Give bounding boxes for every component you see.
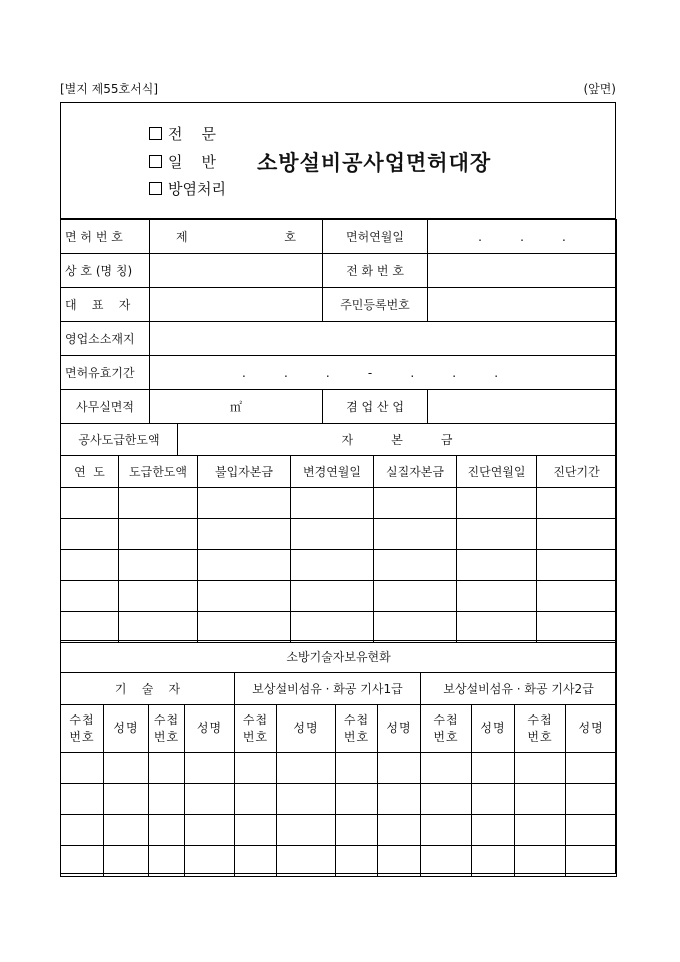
document-title: 소방설비공사업면허대장 bbox=[257, 150, 492, 175]
engineer-group-header: 보상설비섬유 · 화공 기사2급 bbox=[421, 673, 617, 705]
column-header: 성명 bbox=[472, 705, 515, 753]
table-cell[interactable] bbox=[374, 488, 457, 519]
license-date-field[interactable] bbox=[428, 220, 617, 254]
table-cell[interactable] bbox=[149, 784, 185, 815]
table-cell[interactable] bbox=[119, 550, 198, 581]
table-cell[interactable] bbox=[61, 581, 119, 612]
table-cell[interactable] bbox=[421, 753, 472, 784]
table-cell[interactable] bbox=[119, 581, 198, 612]
column-header: 성명 bbox=[277, 705, 336, 753]
column-header: 성명 bbox=[104, 705, 149, 753]
table-cell[interactable] bbox=[374, 581, 457, 612]
table-cell[interactable] bbox=[185, 784, 235, 815]
table-row bbox=[61, 784, 617, 815]
table-cell[interactable] bbox=[61, 612, 119, 643]
license-date-label: 면허연월일 bbox=[323, 220, 428, 254]
table-cell[interactable] bbox=[61, 846, 104, 877]
engineers-title: 소방기술자보유현화 bbox=[61, 641, 617, 673]
table-row bbox=[61, 612, 617, 643]
table-cell[interactable] bbox=[277, 753, 336, 784]
engineer-group-header: 기 술 자 bbox=[61, 673, 235, 705]
table-cell[interactable] bbox=[336, 815, 378, 846]
table-cell[interactable] bbox=[61, 488, 119, 519]
table-cell[interactable] bbox=[277, 784, 336, 815]
table-row bbox=[61, 846, 617, 877]
table-cell[interactable] bbox=[374, 612, 457, 643]
validity-period-label: 면허유효기간 bbox=[61, 356, 150, 390]
checkbox-icon[interactable] bbox=[149, 155, 162, 168]
table-cell[interactable] bbox=[537, 581, 617, 612]
table-cell[interactable] bbox=[291, 581, 374, 612]
table-row bbox=[61, 581, 617, 612]
side-business-field[interactable] bbox=[428, 390, 617, 424]
engineer-group-header: 보상설비섬유 · 화공 기사1급 bbox=[235, 673, 421, 705]
table-cell[interactable] bbox=[291, 488, 374, 519]
column-header: 성명 bbox=[185, 705, 235, 753]
column-header: 수첩 번호 bbox=[149, 705, 185, 753]
table-cell[interactable] bbox=[421, 784, 472, 815]
table-cell[interactable] bbox=[235, 815, 277, 846]
table-cell[interactable] bbox=[457, 612, 537, 643]
license-no-suffix: 호 bbox=[284, 230, 296, 244]
table-cell[interactable] bbox=[235, 846, 277, 877]
table-row bbox=[61, 673, 617, 705]
capital-label: 자 본 금 bbox=[178, 424, 617, 456]
table-cell[interactable] bbox=[566, 846, 617, 877]
capital-history-table bbox=[60, 455, 617, 643]
table-cell[interactable] bbox=[104, 846, 149, 877]
table-row bbox=[61, 424, 617, 456]
table-cell[interactable] bbox=[457, 488, 537, 519]
column-header: 진단기간 bbox=[537, 456, 617, 488]
resident-no-label: 주민등록번호 bbox=[323, 288, 428, 322]
table-row bbox=[61, 815, 617, 846]
resident-no-field[interactable] bbox=[428, 288, 617, 322]
table-cell[interactable] bbox=[537, 612, 617, 643]
column-header: 수첩 번호 bbox=[61, 705, 104, 753]
validity-period-value: . . . - . . . bbox=[242, 365, 499, 380]
table-cell[interactable] bbox=[457, 519, 537, 550]
subcontract-limit-label: 공사도급한도액 bbox=[61, 424, 178, 456]
column-header: 불입자본금 bbox=[198, 456, 291, 488]
table-row bbox=[61, 254, 617, 288]
table-header-row bbox=[61, 705, 617, 753]
license-date-value: . . . bbox=[478, 229, 566, 244]
table-cell[interactable] bbox=[61, 784, 104, 815]
info-table bbox=[60, 219, 617, 424]
table-cell[interactable] bbox=[119, 488, 198, 519]
option-label: 전 문 bbox=[168, 125, 217, 143]
table-cell[interactable] bbox=[378, 846, 421, 877]
representative-field[interactable] bbox=[150, 288, 323, 322]
table-cell[interactable] bbox=[374, 550, 457, 581]
validity-period-field[interactable] bbox=[150, 356, 617, 390]
table-cell[interactable] bbox=[149, 846, 185, 877]
engineer-table bbox=[60, 640, 617, 877]
table-cell[interactable] bbox=[378, 815, 421, 846]
license-register-form bbox=[60, 102, 616, 874]
table-cell[interactable] bbox=[515, 784, 566, 815]
table-cell[interactable] bbox=[457, 550, 537, 581]
table-cell[interactable] bbox=[472, 846, 515, 877]
table-row bbox=[61, 488, 617, 519]
table-cell[interactable] bbox=[291, 612, 374, 643]
table-cell[interactable] bbox=[291, 550, 374, 581]
table-row bbox=[61, 519, 617, 550]
license-no-label: 면 허 번 호 bbox=[61, 220, 150, 254]
option-general[interactable] bbox=[149, 151, 216, 172]
column-header: 실질자본금 bbox=[374, 456, 457, 488]
table-row bbox=[61, 356, 617, 390]
table-cell[interactable] bbox=[185, 815, 235, 846]
table-cell[interactable] bbox=[185, 753, 235, 784]
column-header: 수첩 번호 bbox=[515, 705, 566, 753]
table-row bbox=[61, 220, 617, 254]
table-cell[interactable] bbox=[378, 753, 421, 784]
column-header: 수첩 번호 bbox=[336, 705, 378, 753]
column-header: 성명 bbox=[566, 705, 617, 753]
table-row bbox=[61, 641, 617, 673]
table-cell[interactable] bbox=[235, 784, 277, 815]
table-cell[interactable] bbox=[119, 612, 198, 643]
representative-label: 대 표 자 bbox=[61, 288, 150, 322]
table-cell[interactable] bbox=[566, 784, 617, 815]
table-cell[interactable] bbox=[198, 550, 291, 581]
trade-name-label: 상 호 (명 칭) bbox=[61, 254, 150, 288]
table-cell[interactable] bbox=[566, 753, 617, 784]
checkbox-icon[interactable] bbox=[149, 182, 162, 195]
table-row bbox=[61, 753, 617, 784]
table-cell[interactable] bbox=[336, 846, 378, 877]
table-cell[interactable] bbox=[472, 753, 515, 784]
column-header: 연 도 bbox=[61, 456, 119, 488]
option-label: 일 반 bbox=[168, 153, 217, 171]
side-business-label: 겸 업 산 업 bbox=[323, 390, 428, 424]
table-cell[interactable] bbox=[537, 519, 617, 550]
table-cell[interactable] bbox=[104, 753, 149, 784]
table-cell[interactable] bbox=[235, 753, 277, 784]
license-no-prefix: 제 bbox=[176, 230, 188, 244]
table-cell[interactable] bbox=[515, 815, 566, 846]
table-cell[interactable] bbox=[374, 519, 457, 550]
table-cell[interactable] bbox=[515, 753, 566, 784]
table-cell[interactable] bbox=[149, 815, 185, 846]
table-cell[interactable] bbox=[277, 846, 336, 877]
table-cell[interactable] bbox=[198, 612, 291, 643]
table-cell[interactable] bbox=[537, 488, 617, 519]
checkbox-icon[interactable] bbox=[149, 127, 162, 140]
column-header: 변경연월일 bbox=[291, 456, 374, 488]
table-cell[interactable] bbox=[61, 753, 104, 784]
table-cell[interactable] bbox=[104, 784, 149, 815]
table-cell[interactable] bbox=[472, 784, 515, 815]
table-row bbox=[61, 390, 617, 424]
column-header: 수첩 번호 bbox=[235, 705, 277, 753]
table-cell[interactable] bbox=[119, 519, 198, 550]
column-header: 진단연월일 bbox=[457, 456, 537, 488]
table-cell[interactable] bbox=[149, 753, 185, 784]
table-cell[interactable] bbox=[336, 784, 378, 815]
license-no-field[interactable] bbox=[150, 220, 323, 254]
page-side-label: (앞면) bbox=[583, 82, 616, 96]
capital-header-table bbox=[60, 423, 617, 456]
table-cell[interactable] bbox=[198, 581, 291, 612]
table-cell[interactable] bbox=[61, 815, 104, 846]
form-number: [별지 제55호서식] bbox=[60, 82, 158, 96]
office-address-field[interactable] bbox=[150, 322, 617, 356]
table-header-row bbox=[61, 456, 617, 488]
table-cell[interactable] bbox=[198, 519, 291, 550]
title-block bbox=[61, 103, 615, 219]
table-cell[interactable] bbox=[104, 815, 149, 846]
table-cell[interactable] bbox=[378, 784, 421, 815]
column-header: 도급한도액 bbox=[119, 456, 198, 488]
table-cell[interactable] bbox=[61, 519, 119, 550]
table-row bbox=[61, 322, 617, 356]
table-cell[interactable] bbox=[566, 815, 617, 846]
table-cell[interactable] bbox=[515, 846, 566, 877]
table-cell[interactable] bbox=[421, 846, 472, 877]
column-header: 수첩 번호 bbox=[421, 705, 472, 753]
column-header: 성명 bbox=[378, 705, 421, 753]
trade-name-field[interactable] bbox=[150, 254, 323, 288]
table-cell[interactable] bbox=[198, 488, 291, 519]
table-cell[interactable] bbox=[185, 846, 235, 877]
phone-field[interactable] bbox=[428, 254, 617, 288]
table-row bbox=[61, 288, 617, 322]
table-cell[interactable] bbox=[472, 815, 515, 846]
table-cell[interactable] bbox=[277, 815, 336, 846]
table-cell[interactable] bbox=[421, 815, 472, 846]
table-cell[interactable] bbox=[457, 581, 537, 612]
table-cell[interactable] bbox=[61, 550, 119, 581]
table-cell[interactable] bbox=[537, 550, 617, 581]
office-area-label: 사무실면적 bbox=[61, 390, 150, 424]
office-address-label: 영업소소재지 bbox=[61, 322, 150, 356]
option-specialized[interactable] bbox=[149, 123, 216, 144]
office-area-unit: ㎡ bbox=[229, 400, 242, 414]
office-area-field[interactable] bbox=[150, 390, 323, 424]
table-cell[interactable] bbox=[291, 519, 374, 550]
table-row bbox=[61, 550, 617, 581]
phone-label: 전 화 번 호 bbox=[323, 254, 428, 288]
option-fireproofing[interactable] bbox=[149, 178, 226, 199]
table-cell[interactable] bbox=[336, 753, 378, 784]
option-label: 방염처리 bbox=[168, 180, 226, 198]
